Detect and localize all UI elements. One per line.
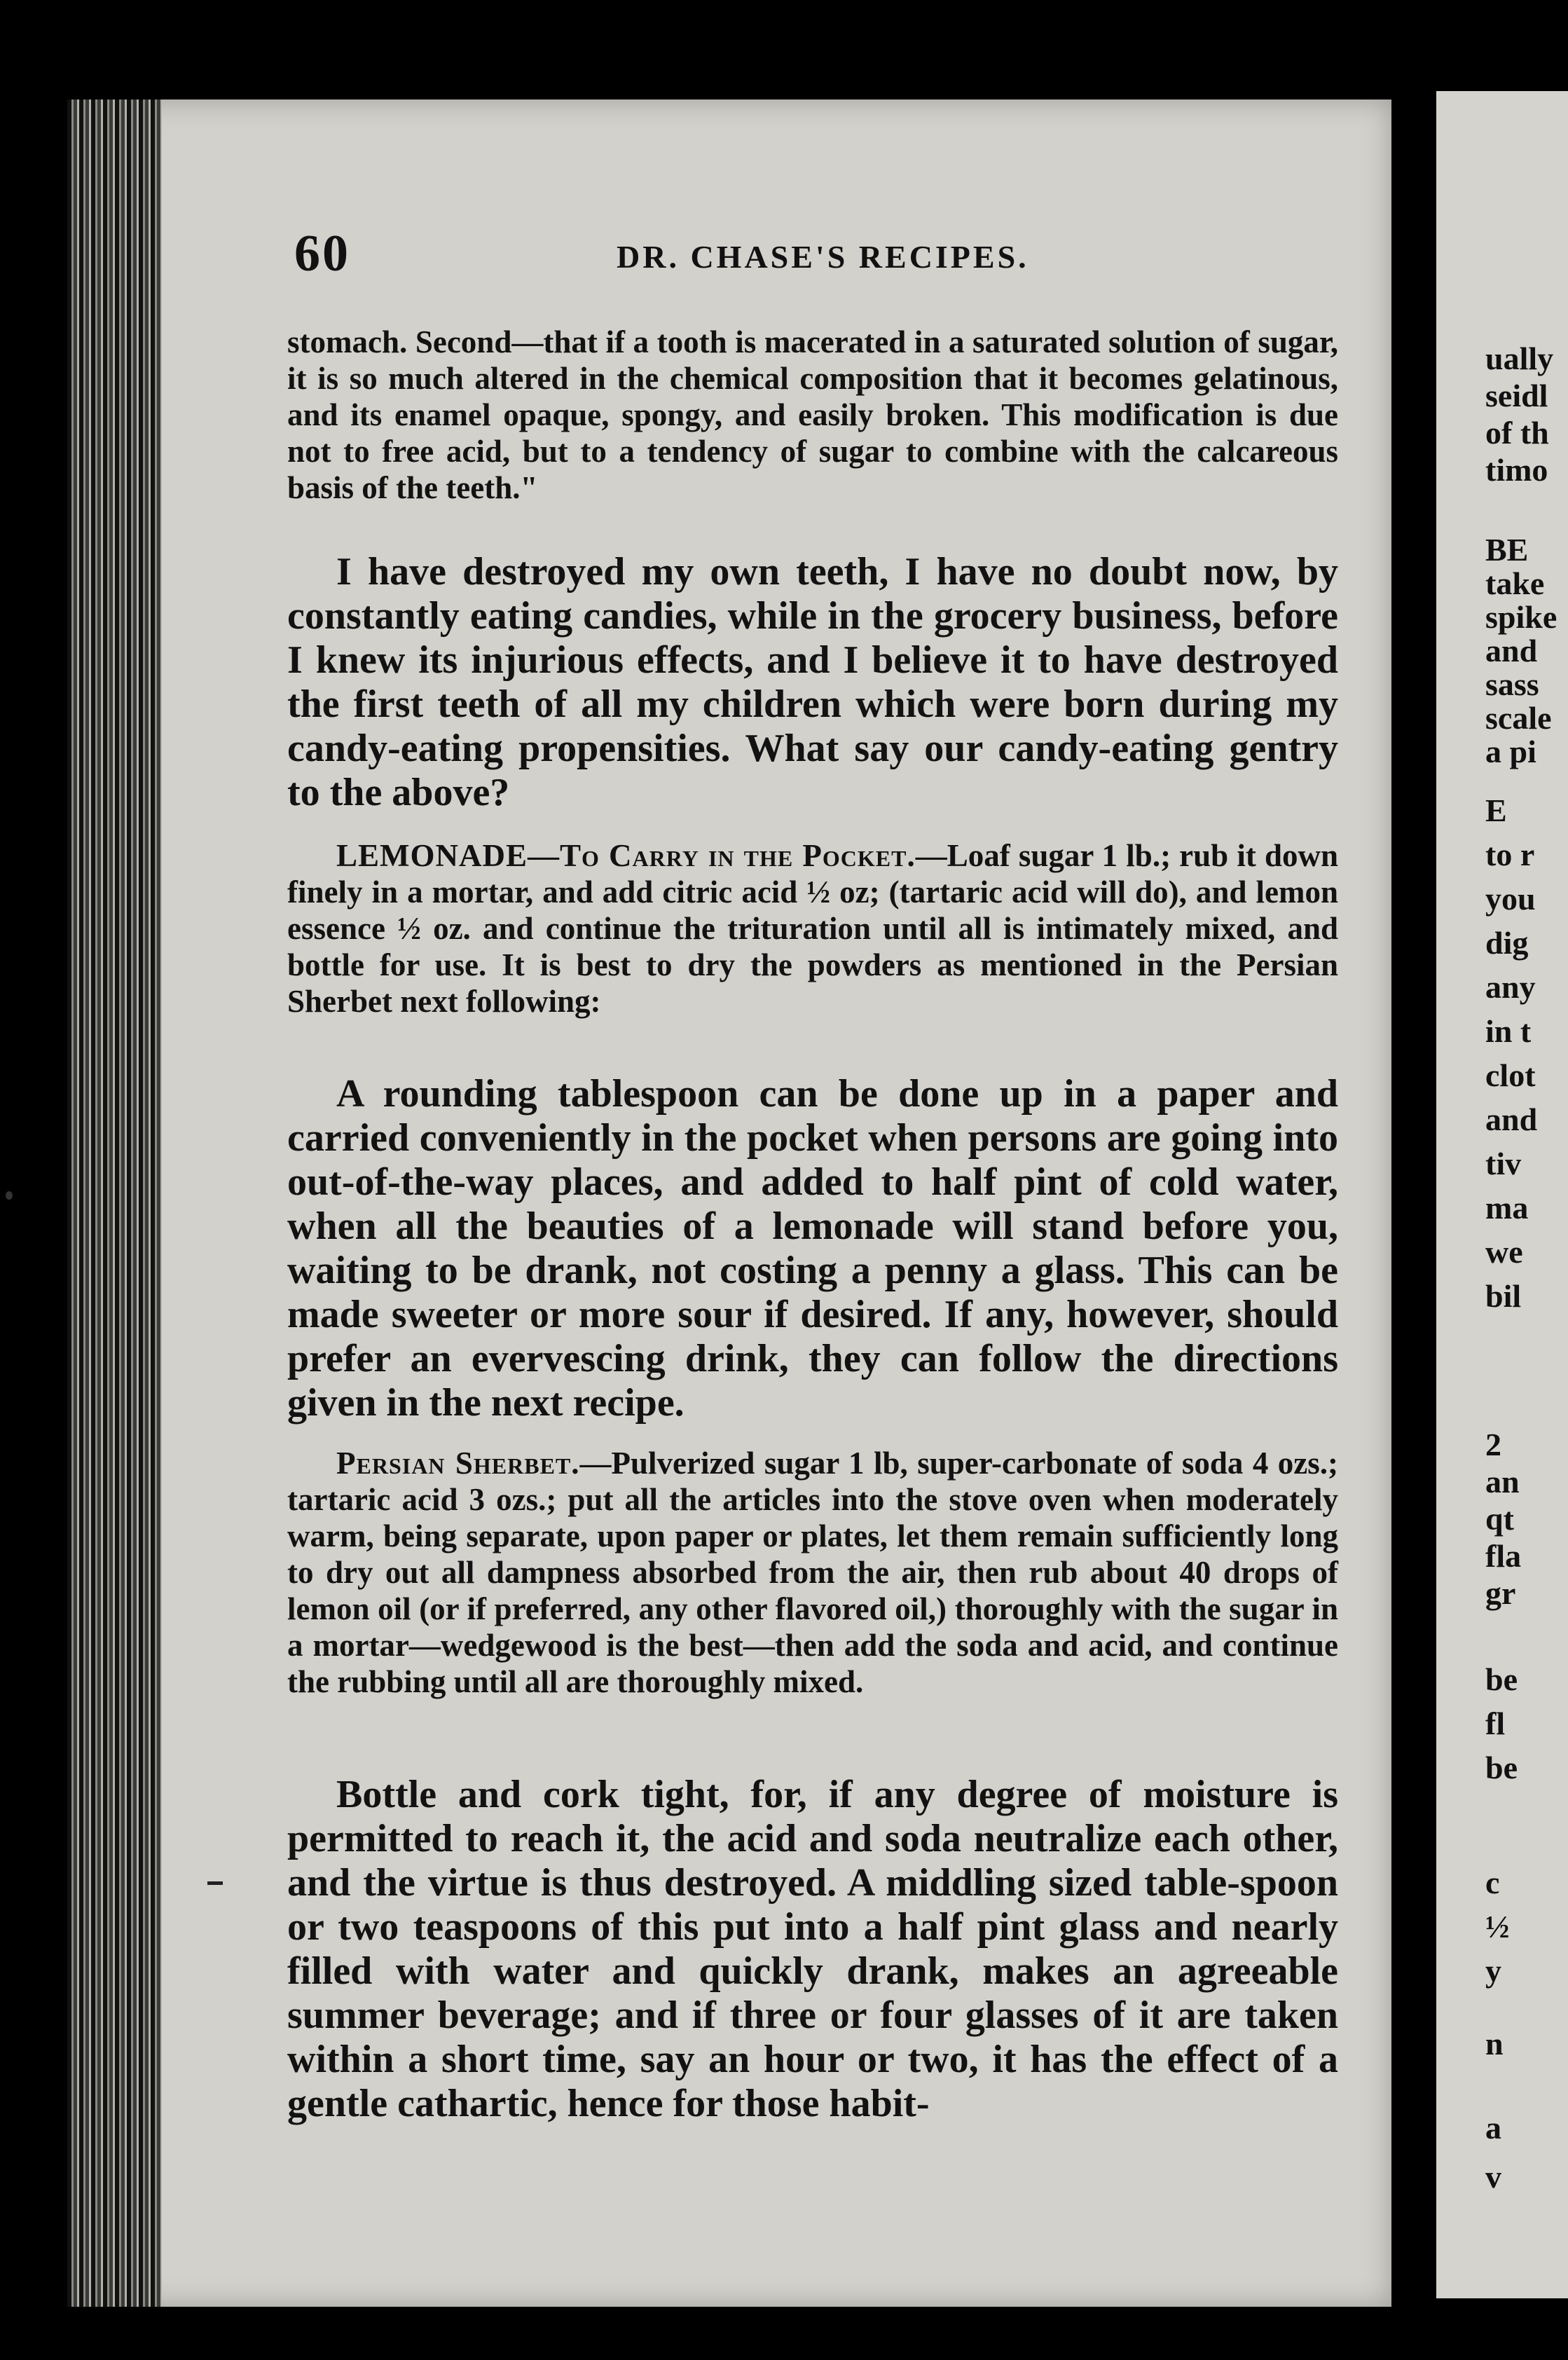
facing-page-fragment: a pi bbox=[1485, 734, 1536, 769]
facing-page-fragment: you bbox=[1485, 881, 1536, 917]
facing-page-fragment: and bbox=[1485, 633, 1538, 668]
recipe-lemonade bbox=[287, 837, 1338, 1020]
recipe-heading: LEMONADE—To Carry in the Pocket. bbox=[336, 838, 916, 873]
recipe-body: —Loaf sugar 1 lb.; rub it down finely in a mortar, and add citric acid ½ oz; (tartaric acid will do), and lemon essence ½ oz. and continue the trituration until all is intimately mixed, and bottle for use. It is best to dry the powders as mentioned in the Persian Sherbet next following: bbox=[287, 838, 1339, 1019]
facing-page-fragment: scale bbox=[1485, 700, 1552, 736]
paragraph-sherbet-usage: Bottle and cork tight, for, if any degree of moisture is permitted to reach it, the acid and soda neutralize each other, and the virtue is thus destroyed. A middling sized table-spoon or two teaspoons of this put into a half pint glass and nearly filled with water and quickly drank, makes an agreeable summer beverage; and if three or four glasses of it are taken within a short time, say an hour or two, it has the effect of a gentle cathartic, hence for those habit- bbox=[287, 1773, 1338, 2125]
facing-page-fragment: any bbox=[1485, 969, 1536, 1005]
paragraph-candy-teeth: I have destroyed my own teeth, I have no doubt now, by constantly eating candies, while in the grocery business, before I knew its injurious effects, and I believe it to have destroyed the first teeth of all my children which were born during my candy-eating propensities. What say our candy-eating gentry to the above? bbox=[287, 550, 1338, 814]
facing-page-fragment: seidl bbox=[1485, 378, 1548, 413]
facing-page-fragment: ½ bbox=[1485, 1909, 1510, 1944]
facing-page-fragment: fla bbox=[1485, 1538, 1522, 1574]
recipe-body: —Pulverized sugar 1 lb, super-carbonate of soda 4 ozs.; tartaric acid 3 ozs.; put all the articles into the stove oven when moderately warm, being separate, upon paper or plates, let them remain sufficiently long to dry out all dampness absorbed from the air, then rub about 40 drops of lemon oil (or if preferred, any other flavored oil,) thoroughly with the sugar in a mortar—wedgewood is the best—then add the soda and acid, and continue the rubbing until all are thoroughly mixed. bbox=[287, 1446, 1339, 1699]
facing-page-fragment: tiv bbox=[1485, 1146, 1522, 1181]
facing-page-fragment: ually bbox=[1485, 341, 1554, 376]
recipe-persian-sherbet bbox=[287, 1445, 1338, 1700]
facing-page-fragment: take bbox=[1485, 565, 1545, 601]
facing-page-fragment: BE bbox=[1485, 532, 1529, 568]
facing-page-fragment: be bbox=[1485, 1661, 1518, 1697]
facing-page-fragment: we bbox=[1485, 1234, 1523, 1270]
margin-mark bbox=[207, 1881, 223, 1885]
facing-page-fragment: an bbox=[1485, 1464, 1520, 1500]
page-number: 60 bbox=[294, 225, 350, 282]
facing-page-fragment: c bbox=[1485, 1865, 1500, 1900]
facing-page-fragment: qt bbox=[1485, 1501, 1514, 1537]
facing-page-fragment: a bbox=[1485, 2110, 1501, 2146]
facing-page-edge bbox=[1436, 91, 1568, 2298]
paragraph-lemonade-usage: A rounding tablespoon can be done up in a paper and carried conveniently in the pocket when persons are going into out-of-the-way places, and added to half pint of cold water, when all the beauties of a lemonade will stand before you, waiting to be drank, not costing a penny a glass. This can be made sweeter or more sour if desired. If any, however, should prefer an evervescing drink, they can follow the directions given in the next recipe. bbox=[287, 1072, 1338, 1425]
facing-page-fragment: n bbox=[1485, 2026, 1504, 2061]
facing-page-fragment: y bbox=[1485, 1953, 1501, 1989]
facing-page-fragment: E bbox=[1485, 793, 1507, 828]
facing-page-fragment: gr bbox=[1485, 1575, 1516, 1611]
paragraph-quote-ending: stomach. Second—that if a tooth is macerated in a saturated solution of sugar, it is so much altered in the chemical composition that it becomes gelatinous, and its enamel opaque, spongy, and easily broken. This modification is due not to free acid, but to a tendency of sugar to combine with the calcareous basis of the teeth." bbox=[287, 324, 1338, 505]
facing-page-fragment: ma bbox=[1485, 1190, 1529, 1226]
facing-page-fragment: fl bbox=[1485, 1706, 1506, 1741]
facing-page-fragment: of th bbox=[1485, 415, 1549, 451]
facing-page-fragment: v bbox=[1485, 2159, 1501, 2195]
recipe-heading: Persian Sherbet. bbox=[336, 1446, 580, 1481]
facing-page-fragment: timo bbox=[1485, 452, 1548, 488]
book-spine bbox=[67, 100, 162, 2307]
book-title: DR. CHASE'S RECIPES. bbox=[617, 239, 1029, 275]
facing-page-fragment: 2 bbox=[1485, 1427, 1501, 1462]
facing-page-fragment: spike bbox=[1485, 599, 1557, 635]
facing-page-fragment: in t bbox=[1485, 1013, 1532, 1049]
facing-page-fragment: sass bbox=[1485, 666, 1539, 702]
facing-page-fragment: to r bbox=[1485, 837, 1535, 872]
facing-page-fragment: clot bbox=[1485, 1057, 1536, 1093]
facing-page-fragment: be bbox=[1485, 1750, 1518, 1785]
scan-speck bbox=[6, 1191, 13, 1200]
facing-page-fragment: dig bbox=[1485, 925, 1529, 961]
facing-page-fragment: and bbox=[1485, 1102, 1538, 1137]
facing-page-fragment: bil bbox=[1485, 1278, 1522, 1314]
